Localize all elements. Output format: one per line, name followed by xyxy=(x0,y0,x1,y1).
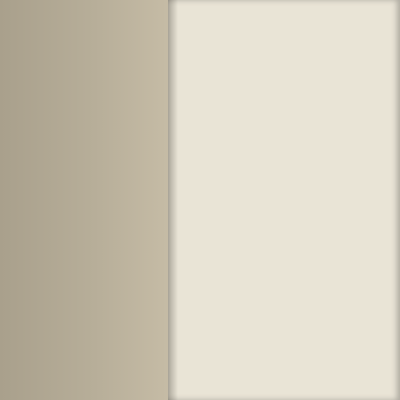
book-page xyxy=(168,0,400,400)
page-text xyxy=(182,0,394,13)
book-page-edge xyxy=(0,0,172,400)
book-gutter-shadow xyxy=(168,0,178,400)
